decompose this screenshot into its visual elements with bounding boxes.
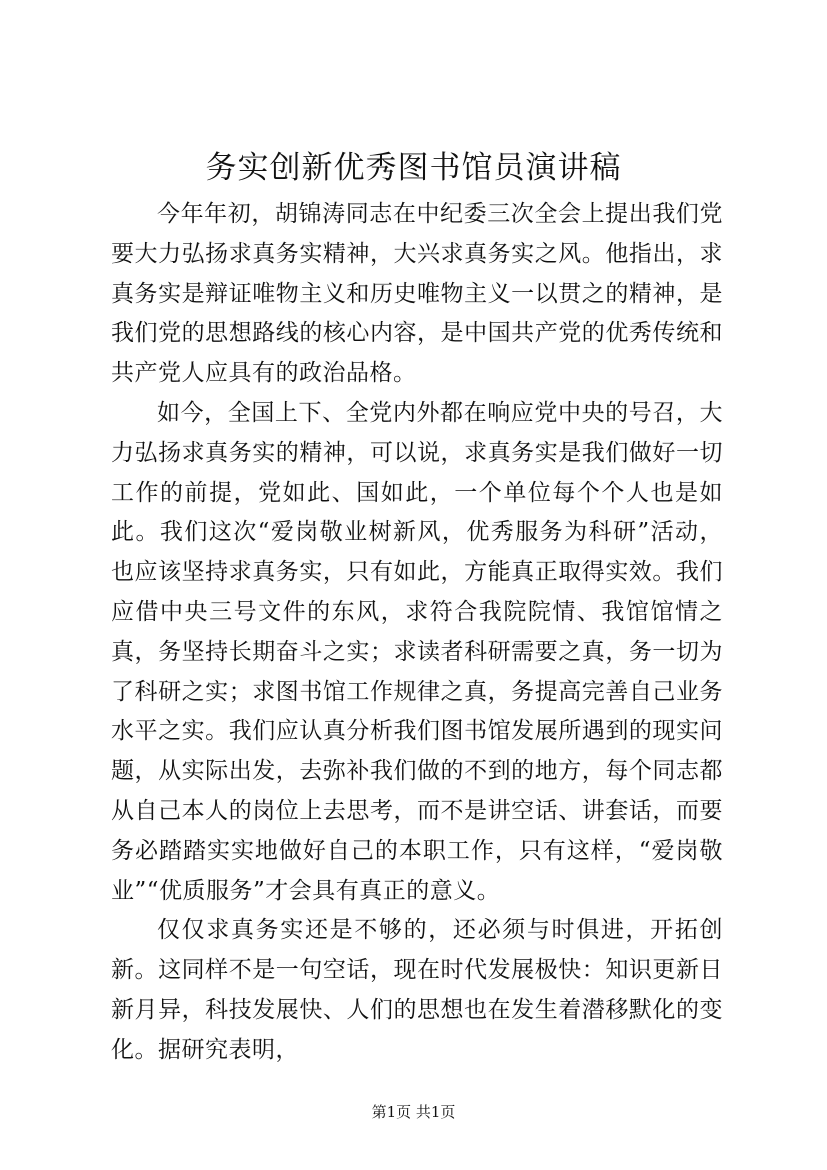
paragraph-1: 今年年初，胡锦涛同志在中纪委三次全会上提出我们党要大力弘扬求真务实精神，大兴求真务实之风。他指出，求真务实是辩证唯物主义和历史唯物主义一以贯之的精神，是我们党的思想路线的核心内容，是中国共产党的优秀传统和共产党人应具有的政治品格。 — [111, 201, 723, 387]
page-number-label: 第1页 共1页 — [371, 1103, 456, 1121]
page-footer — [0, 1102, 827, 1122]
document-body — [111, 195, 723, 1071]
paragraph-2: 如今，全国上下、全党内外都在响应党中央的号召，大力弘扬求真务实的精神，可以说，求真务实是我们做好一切工作的前提，党如此、国如此，一个单位每个个人也是如此。我们这次“爱岗敬业树新风，优秀服务为科研”活动，也应该坚持求真务实，只有如此，方能真正取得实效。我们应借中央三号文件的东风，求符合我院院情、我馆馆情之真，务坚持长期奋斗之实；求读者科研需要之真，务一切为了科研之实；求图书馆工作规律之真，务提高完善自己业务水平之实。我们应认真分析我们图书馆发展所遇到的现实问题，从实际出发，去弥补我们做的不到的地方，每个同志都从自己本人的岗位上去思考，而不是讲空话、讲套话，而要务必踏踏实实地做好自己的本职工作，只有这样，“爱岗敬业”“优质服务”才会具有真正的意义。 — [111, 399, 723, 904]
paragraph-3: 仅仅求真务实还是不够的，还必须与时俱进，开拓创新。这同样不是一句空话，现在时代发展极快：知识更新日新月异，科技发展快、人们的思想也在发生着潜移默化的变化。据研究表明， — [111, 917, 723, 1063]
document-title: 务实创新优秀图书馆员演讲稿 — [205, 150, 622, 186]
